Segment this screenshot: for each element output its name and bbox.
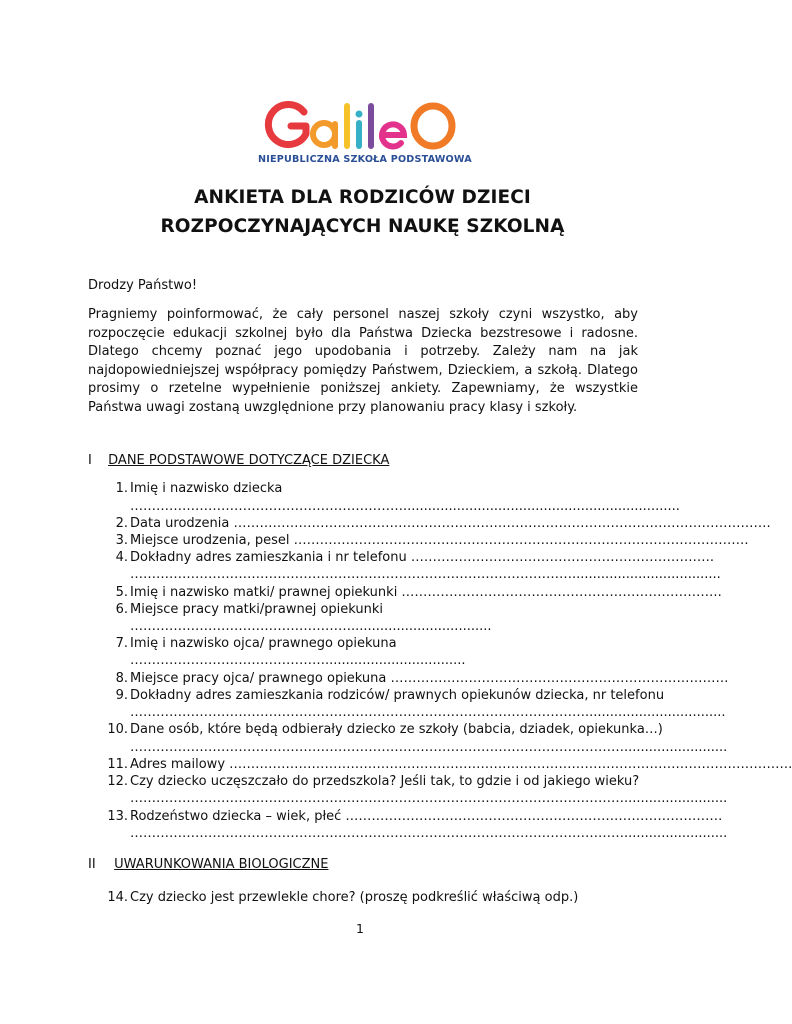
answer-line[interactable]: …………………………………………………………………………………………………….........................: [130, 826, 728, 841]
item-number: 4.: [115, 550, 128, 565]
item-number: 9.: [115, 688, 128, 703]
question-label: Dokładny adres zamieszkania rodziców/ prawnych opiekunów dziecka, nr telefonu: [130, 688, 665, 703]
section-number: II: [88, 857, 96, 872]
document-title-line-1: ANKIETA DLA RODZICÓW DZIECI: [194, 187, 531, 208]
question-label: Miejsce pracy matki/prawnej opiekunki: [130, 602, 384, 617]
item-number: 8.: [115, 671, 128, 686]
section-heading-1: [88, 453, 389, 468]
greeting: Drodzy Państwo!: [88, 278, 198, 293]
intro-paragraph: Pragniemy poinformować, że cały personel naszej szkoły czyni wszystko, aby rozpoczęcie edukacji szkolnej było dla Państwa Dziecka bezstresowe i radosne. Dlatego chcemy poznać jego upodobania i potrzeby. Zależy nam na jak najdopowiedniejszej współpracy pomiędzy Państwem, Dzieckiem, a szkołą. Dlatego prosimy o rzetelne wypełnienie poniższej ankiety. Zapewniamy, że wszystkie Państwa uwagi zostaną uwzględnione przy planowaniu pracy klasy i szkoły.: [88, 307, 638, 415]
school-logo: [258, 98, 472, 170]
item-number: 7.: [115, 636, 128, 651]
section-title: DANE PODSTAWOWE DOTYCZĄCE DZIECKA: [108, 453, 390, 468]
question-label: Czy dziecko uczęszczało do przedszkola? Jeśli tak, to gdzie i od jakiego wieku?: [130, 774, 640, 789]
question-label: Czy dziecko jest przewlekle chore? (proszę podkreślić właściwą odp.): [130, 890, 579, 905]
answer-line[interactable]: …………………………………………………………………………………………………….........................: [130, 791, 728, 806]
answer-line[interactable]: ……………………………………………………………………………………………..................................: [130, 705, 726, 720]
question-line[interactable]: Rodzeństwo dziecka – wiek, płeć ……………………………………………………………………………: [130, 809, 723, 824]
item-number: 3.: [115, 533, 128, 548]
section-title: UWARUNKOWANIA BIOLOGICZNE: [114, 857, 329, 872]
question-label: Imię i nazwisko dziecka: [130, 481, 283, 496]
logo-subtitle: NIEPUBLICZNA SZKOŁA PODSTAWOWA: [258, 154, 472, 165]
question-line[interactable]: Miejsce pracy ojca/ prawnego opiekuna ……………………………………………………………………: [130, 671, 729, 686]
question-label: Imię i nazwisko ojca/ prawnego opiekuna: [130, 636, 397, 651]
question-line[interactable]: Miejsce urodzenia, pesel ……………………………………………………………………………………………: [130, 533, 749, 548]
item-number: 6.: [115, 602, 128, 617]
item-number: 14.: [107, 890, 128, 905]
question-line[interactable]: Data urodzenia …………………………………………………………………………………………………………….: [130, 516, 771, 531]
answer-line[interactable]: …………………………………………………………………………………………………….........................: [130, 740, 728, 755]
page-number: 1: [356, 921, 364, 936]
item-number: 5.: [115, 585, 128, 600]
question-label: Dane osób, które będą odbierały dziecko ze szkoły (babcia, dziadek, opiekunka…): [130, 722, 663, 737]
question-line[interactable]: Imię i nazwisko matki/ prawnej opiekunki ………………………………………………………………..: [130, 585, 722, 600]
question-line[interactable]: Dokładny adres zamieszkania i nr telefonu …………………………………………………………….: [130, 550, 714, 565]
item-number: 1.: [115, 481, 128, 496]
answer-line[interactable]: ……………………………………………..................................: [130, 619, 492, 634]
item-number: 12.: [107, 774, 128, 789]
answer-line[interactable]: …………………………………………………………………………………………....................................: [130, 567, 721, 582]
item-number: 13.: [107, 809, 128, 824]
answer-line[interactable]: ………………………………………………………...................................................................: [130, 499, 680, 514]
answer-line[interactable]: ………………………………………..................................: [130, 653, 466, 668]
item-number: 11.: [107, 757, 128, 772]
item-number: 10.: [107, 722, 128, 737]
question-line[interactable]: Adres mailowy ………………………………………………………………………………………………………………….: [130, 757, 792, 772]
document-title-line-2: ROZPOCZYNAJĄCYCH NAUKĘ SZKOLNĄ: [160, 216, 565, 237]
section-heading-2: [88, 857, 328, 872]
section-number: I: [88, 453, 92, 468]
galileo-logo-image: [258, 98, 468, 154]
item-number: 2.: [115, 516, 128, 531]
